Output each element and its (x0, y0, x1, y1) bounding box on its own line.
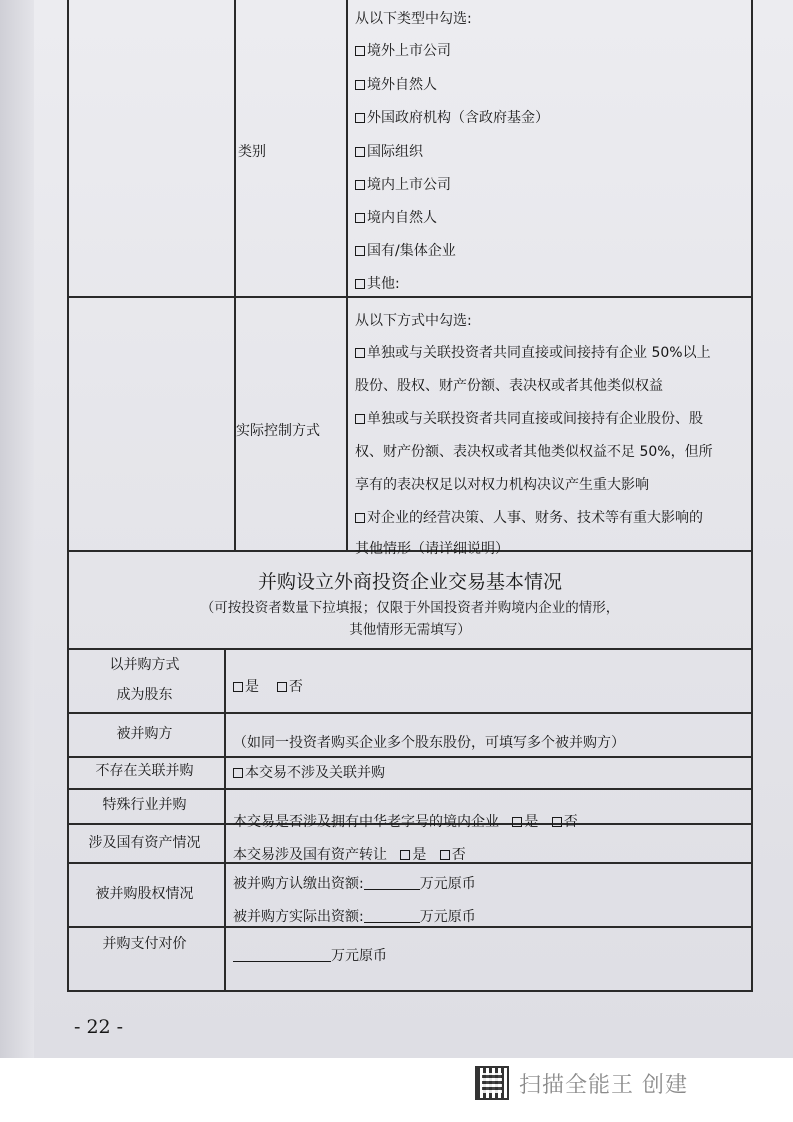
related-label: 不存在关联并购 (95, 763, 194, 779)
equity-subscribed[interactable]: 被并购方认缴出资额: 万元原币 (233, 876, 476, 892)
equity-paid[interactable]: 被并购方实际出资额: 万元原币 (233, 909, 476, 925)
control-option-cont: 权、财产份额、表决权或者其他类似权益不足 50%，但所 (355, 444, 713, 460)
row-line (69, 926, 753, 928)
shareholder-label-1: 以并购方式 (109, 657, 180, 673)
qr-code-icon (475, 1066, 509, 1100)
section-title: 并购设立外商投资企业交易基本情况 (257, 571, 562, 593)
checkbox[interactable] (355, 513, 365, 523)
control-option[interactable]: 单独或与关联投资者共同直接或间接持有企业股份、股 (355, 410, 703, 428)
col-divider-1 (234, 0, 236, 550)
acquiree-text: （如同一投资者购买企业多个股东股份，可填写多个被并购方） (233, 735, 625, 751)
row-line (69, 648, 753, 650)
checkbox-no[interactable] (552, 817, 562, 827)
page-number: - 22 - (74, 1016, 124, 1038)
category-option[interactable]: 国有/集体企业 (355, 242, 456, 260)
scanner-watermark (475, 1064, 688, 1102)
category-option[interactable]: 境内自然人 (355, 209, 437, 227)
checkbox-yes[interactable] (233, 682, 243, 692)
checkbox[interactable] (355, 80, 365, 90)
stateasset-text[interactable]: 本交易涉及国有资产转让 是 否 (233, 847, 466, 863)
control-option-cont: 其他情形（请详细说明） (355, 541, 509, 557)
row-line (69, 788, 753, 790)
category-intro: 从以下类型中勾选: (355, 11, 472, 27)
equity-label: 被并购股权情况 (95, 886, 194, 902)
checkbox[interactable] (355, 279, 365, 289)
control-label: 实际控制方式 (236, 423, 320, 439)
blank-field[interactable] (364, 875, 420, 890)
category-option[interactable]: 外国政府机构（含政府基金） (355, 109, 549, 127)
category-label: 类别 (238, 144, 266, 160)
row-line (69, 296, 753, 298)
checkbox[interactable] (355, 180, 365, 190)
payment-amount[interactable]: 万元原币 (233, 947, 387, 965)
watermark-text: 扫描全能王 创建 (519, 1072, 688, 1098)
category-option[interactable]: 境外自然人 (355, 76, 437, 94)
category-option[interactable]: 其他: (355, 275, 400, 293)
checkbox-yes[interactable] (400, 850, 410, 860)
category-option[interactable]: 境外上市公司 (355, 42, 451, 60)
checkbox[interactable] (355, 147, 365, 157)
checkbox-no[interactable] (440, 850, 450, 860)
checkbox-yes[interactable] (512, 817, 522, 827)
category-option[interactable]: 境内上市公司 (355, 176, 451, 194)
stateasset-label: 涉及国有资产情况 (88, 835, 201, 851)
related-option[interactable]: 本交易不涉及关联并购 (233, 764, 385, 782)
control-option[interactable]: 对企业的经营决策、人事、财务、技术等有重大影响的 (355, 509, 703, 527)
row-line (69, 712, 753, 714)
control-option-cont: 享有的表决权足以对权力机构决议产生重大影响 (355, 477, 649, 493)
category-option[interactable]: 国际组织 (355, 143, 423, 161)
section-note-1: （可按投资者数量下拉填报；仅限于外国投资者并购境内企业的情形， (200, 600, 620, 616)
shareholder-choice[interactable]: 是 否 (233, 678, 303, 696)
control-option-cont: 股份、股权、财产份额、表决权或者其他类似权益 (355, 378, 663, 394)
checkbox[interactable] (355, 113, 365, 123)
checkbox[interactable] (233, 768, 243, 778)
section-note-2: 其他情形无需填写） (349, 622, 471, 638)
checkbox[interactable] (355, 246, 365, 256)
page-shadow-edge (0, 0, 34, 1058)
col-divider-lower (224, 648, 226, 992)
control-intro: 从以下方式中勾选: (355, 313, 472, 329)
checkbox[interactable] (355, 213, 365, 223)
shareholder-label-2: 成为股东 (116, 687, 173, 703)
acquiree-label: 被并购方 (116, 726, 173, 742)
payment-label: 并购支付对价 (102, 936, 187, 952)
col-divider-2 (346, 0, 348, 550)
row-line (69, 756, 753, 758)
blank-field[interactable] (364, 908, 420, 923)
checkbox-no[interactable] (277, 682, 287, 692)
checkbox[interactable] (355, 46, 365, 56)
control-option[interactable]: 单独或与关联投资者共同直接或间接持有企业 50%以上 (355, 344, 711, 362)
special-text[interactable]: 本交易是否涉及拥有中华老字号的境内企业 是 否 (233, 814, 578, 830)
blank-field[interactable] (233, 947, 331, 962)
checkbox[interactable] (355, 414, 365, 424)
special-label: 特殊行业并购 (102, 797, 187, 813)
checkbox[interactable] (355, 348, 365, 358)
